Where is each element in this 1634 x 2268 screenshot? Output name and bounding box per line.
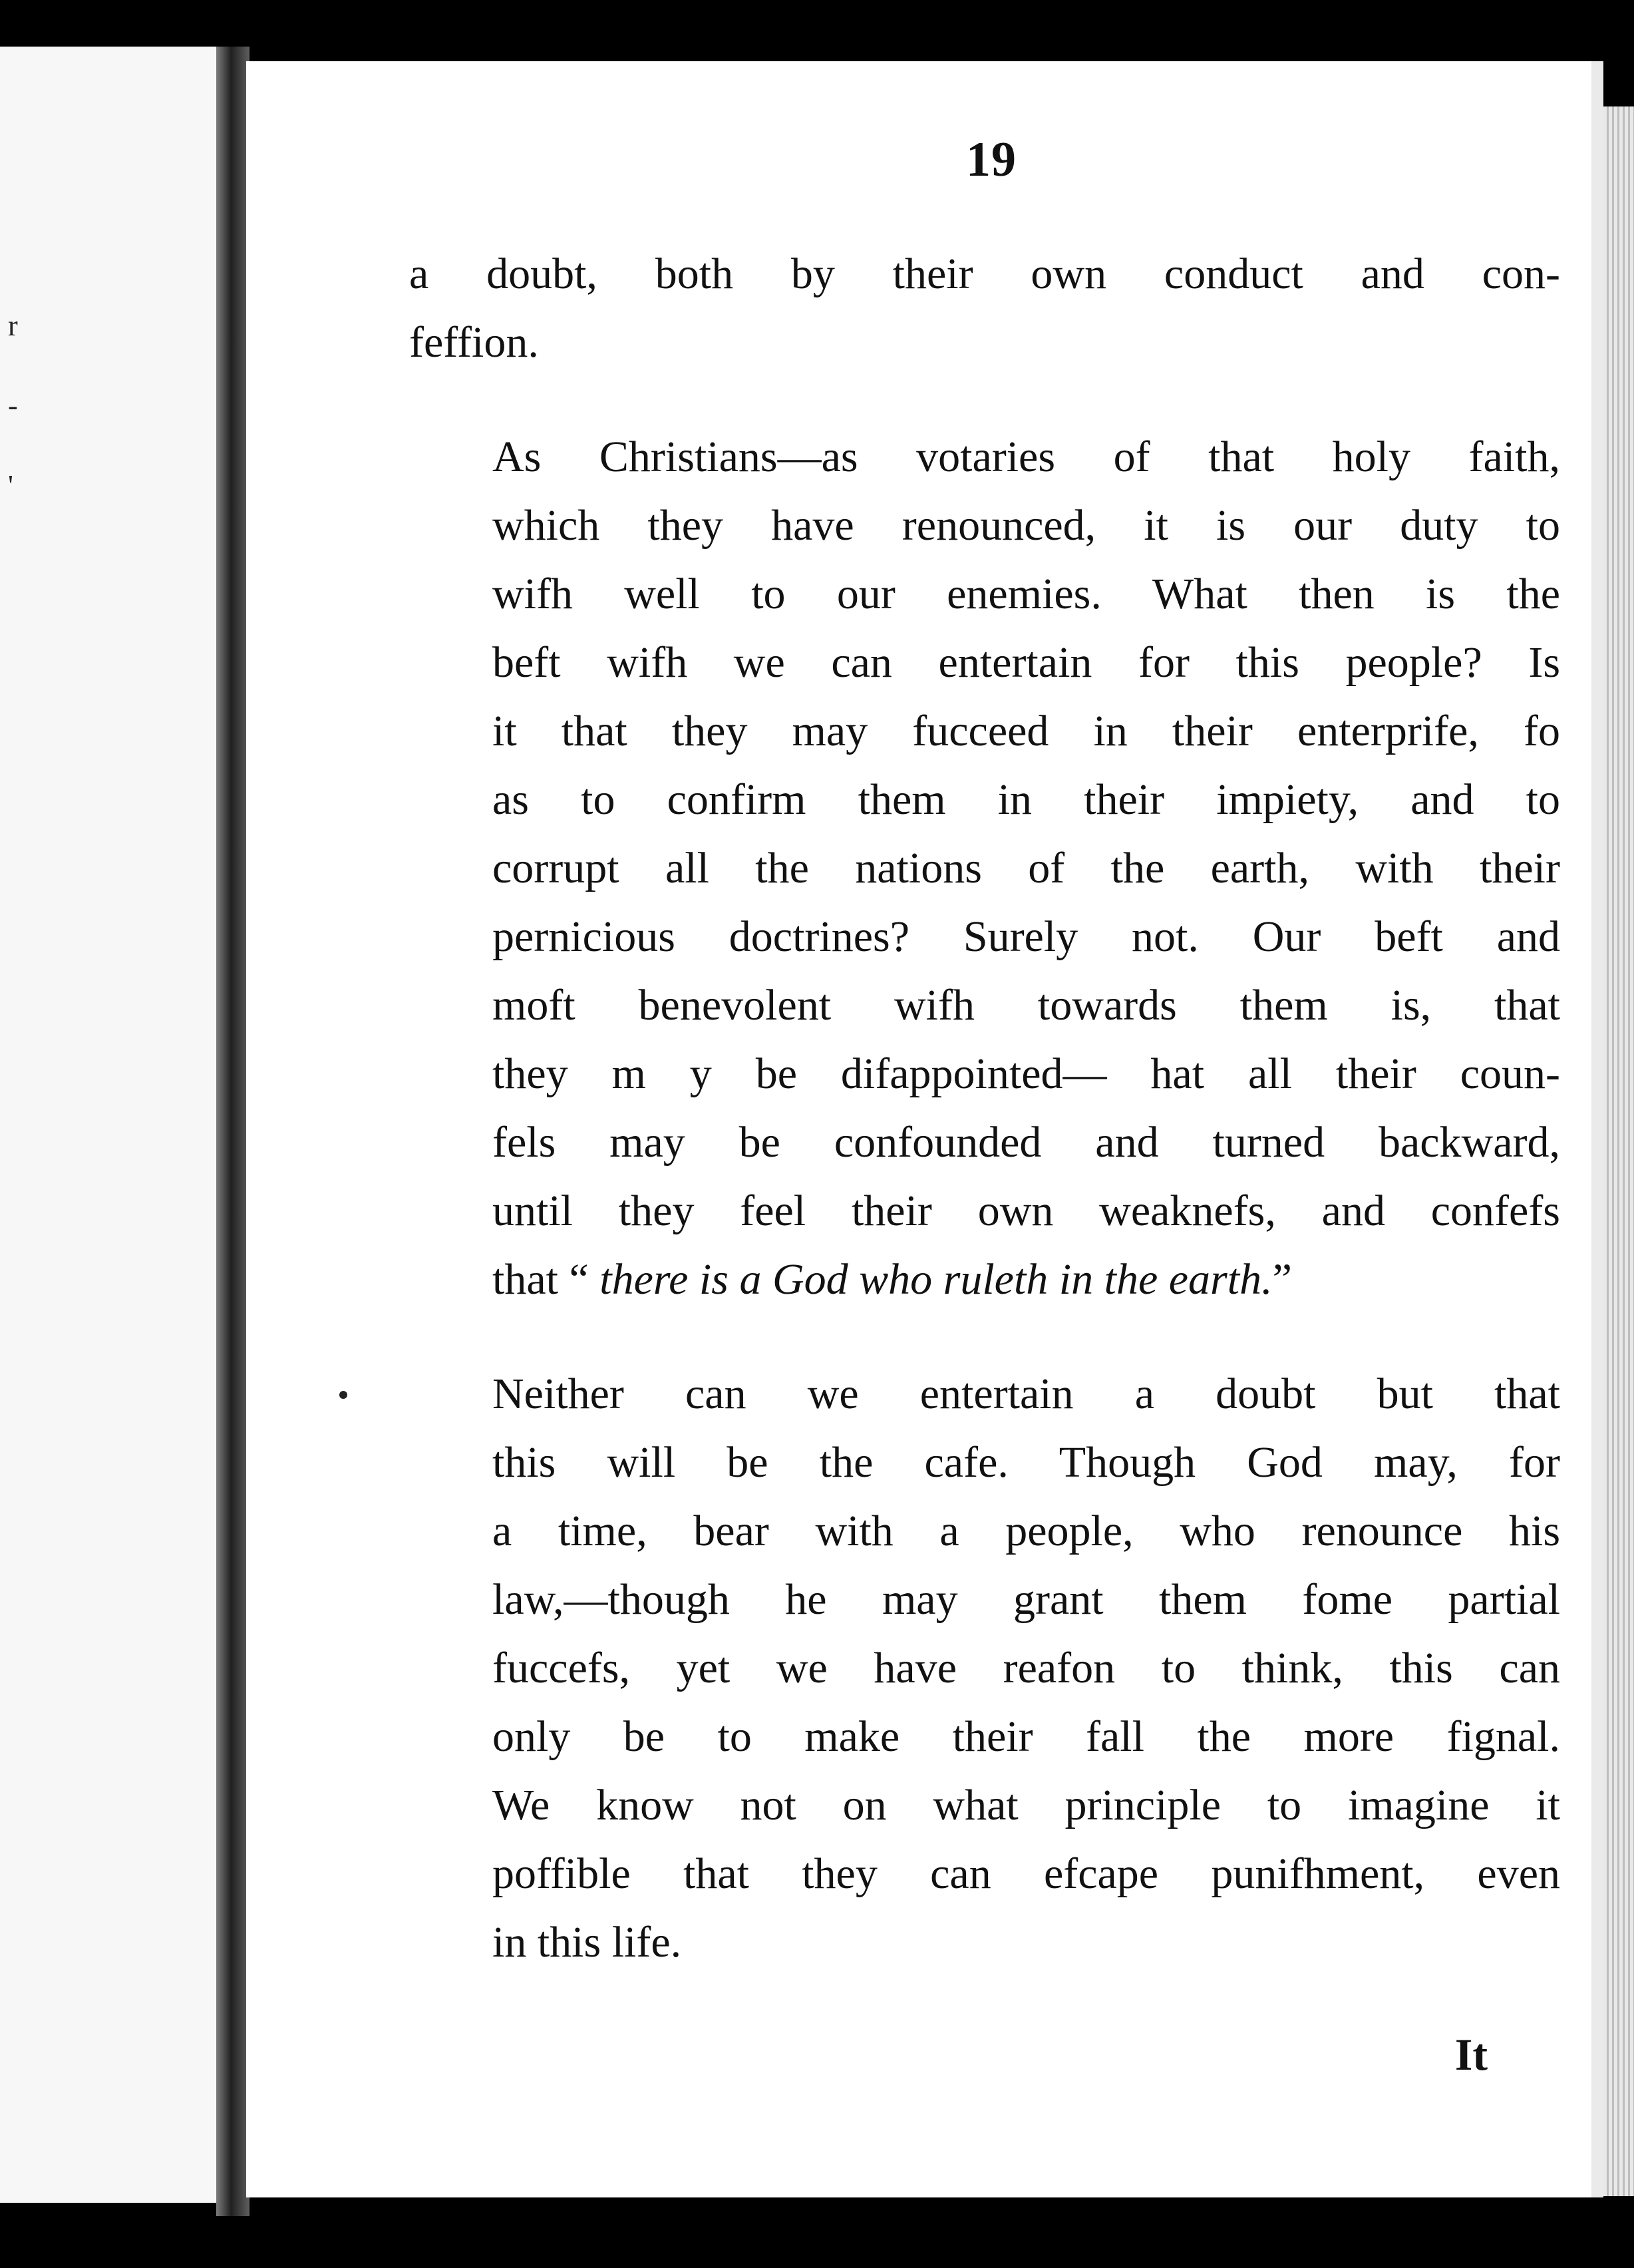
text-line: beft wifh we can entertain for this people? Is: [492, 638, 1560, 687]
text-line: this will be the cafe. Though God may, for: [492, 1438, 1560, 1487]
text-line: poffible that they can efcape punifhment, even: [492, 1849, 1560, 1898]
text-line: law,—though he may grant them fome partial: [492, 1575, 1560, 1624]
body-text: [409, 240, 1560, 1977]
quote-line: [409, 1245, 1560, 1314]
text-line: corrupt all the nations of the earth, with their: [492, 844, 1560, 892]
text-line: only be to make their fall the more fignal.: [492, 1712, 1560, 1761]
paragraph-1: [409, 240, 1560, 377]
facing-mark: ': [8, 469, 13, 502]
text-line: moft benevolent wifh towards them is, that: [492, 981, 1560, 1030]
facing-mark: -: [8, 389, 18, 422]
text-line: until they feel their own weaknefs, and confefs: [492, 1187, 1560, 1235]
text-line: which they have renounced, it is our duty to: [492, 501, 1560, 550]
ink-speck: [339, 1391, 347, 1399]
page-number: 19: [966, 132, 1017, 187]
text-line: We know not on what principle to imagine it: [492, 1781, 1560, 1829]
facing-page: [0, 47, 220, 2203]
text-line: Neither can we entertain a doubt but that: [492, 1370, 1560, 1418]
text-line: as to confirm them in their impiety, and to: [492, 775, 1560, 824]
paragraph-2: [409, 423, 1560, 1314]
text-line: in this life.: [492, 1918, 682, 1967]
text-line: fuccefs, yet we have reafon to think, this can: [492, 1644, 1560, 1692]
quote-prefix: that “: [492, 1255, 600, 1304]
text-line: a doubt, both by their own conduct and con-: [409, 250, 1560, 298]
page-edges: [1603, 106, 1634, 2196]
quote-suffix: ”: [1272, 1255, 1292, 1304]
text-line: pernicious doctrines? Surely not. Our beft and: [492, 912, 1560, 961]
facing-page-marks: [8, 286, 21, 502]
facing-mark: r: [8, 309, 18, 342]
text-line: As Christians—as votaries of that holy faith,: [492, 433, 1560, 481]
text-line: wifh well to our enemies. What then is the: [492, 570, 1560, 618]
text-line: fels may be confounded and turned backward,: [492, 1118, 1560, 1167]
text-line: it that they may fucceed in their enterprife, fo: [492, 707, 1560, 755]
text-line: they m y be difappointed— hat all their coun-: [492, 1049, 1560, 1098]
book-gutter: [216, 47, 249, 2216]
scripture-quote: there is a God who ruleth in the earth.: [599, 1255, 1273, 1304]
text-line: feffion.: [409, 318, 539, 367]
paragraph-3: [409, 1360, 1560, 1977]
text-line: a time, bear with a people, who renounce his: [492, 1507, 1560, 1555]
catchword: It: [1454, 2029, 1488, 2080]
